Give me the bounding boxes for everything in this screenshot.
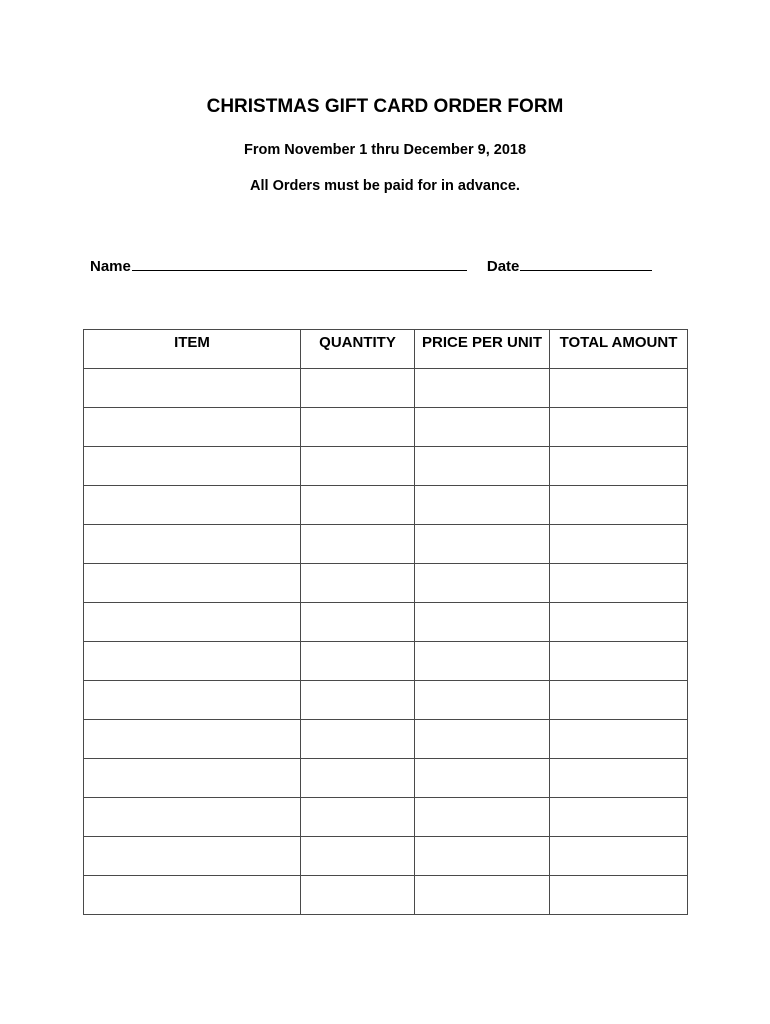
item-cell[interactable] [84, 642, 301, 681]
name-field[interactable] [132, 256, 467, 271]
item-cell[interactable] [84, 603, 301, 642]
price-per-unit-cell[interactable] [415, 525, 550, 564]
quantity-cell[interactable] [301, 408, 415, 447]
form-title: CHRISTMAS GIFT CARD ORDER FORM [206, 96, 564, 117]
price-per-unit-cell[interactable] [415, 447, 550, 486]
quantity-cell[interactable] [301, 876, 415, 915]
item-cell[interactable] [84, 486, 301, 525]
total-amount-cell[interactable] [550, 525, 688, 564]
table-row [84, 720, 688, 759]
price-per-unit-cell[interactable] [415, 408, 550, 447]
table-row [84, 642, 688, 681]
date-field[interactable] [520, 256, 652, 271]
quantity-cell[interactable] [301, 564, 415, 603]
total-amount-cell[interactable] [550, 798, 688, 837]
total-amount-cell[interactable] [550, 720, 688, 759]
table-row [84, 798, 688, 837]
order-table-body [84, 369, 688, 915]
order-table [83, 329, 688, 915]
name-date-row [90, 256, 652, 275]
item-cell[interactable] [84, 681, 301, 720]
total-amount-cell[interactable] [550, 642, 688, 681]
item-cell[interactable] [84, 447, 301, 486]
header-quantity: QUANTITY [301, 330, 415, 369]
table-row [84, 681, 688, 720]
header-price-per-unit: PRICE PER UNIT [415, 330, 550, 369]
table-header-row [84, 330, 688, 369]
table-row [84, 837, 688, 876]
quantity-cell[interactable] [301, 369, 415, 408]
table-row [84, 447, 688, 486]
price-per-unit-cell[interactable] [415, 603, 550, 642]
item-cell[interactable] [84, 759, 301, 798]
item-cell[interactable] [84, 525, 301, 564]
table-row [84, 876, 688, 915]
quantity-cell[interactable] [301, 642, 415, 681]
price-per-unit-cell[interactable] [415, 837, 550, 876]
total-amount-cell[interactable] [550, 486, 688, 525]
quantity-cell[interactable] [301, 759, 415, 798]
item-cell[interactable] [84, 564, 301, 603]
item-cell[interactable] [84, 837, 301, 876]
price-per-unit-cell[interactable] [415, 876, 550, 915]
total-amount-cell[interactable] [550, 564, 688, 603]
name-label: Name [90, 258, 131, 275]
quantity-cell[interactable] [301, 837, 415, 876]
quantity-cell[interactable] [301, 525, 415, 564]
quantity-cell[interactable] [301, 798, 415, 837]
price-per-unit-cell[interactable] [415, 798, 550, 837]
table-row [84, 525, 688, 564]
table-row [84, 603, 688, 642]
quantity-cell[interactable] [301, 720, 415, 759]
total-amount-cell[interactable] [550, 837, 688, 876]
order-period: From November 1 thru December 9, 2018 [243, 142, 527, 158]
price-per-unit-cell[interactable] [415, 720, 550, 759]
item-cell[interactable] [84, 369, 301, 408]
price-per-unit-cell[interactable] [415, 564, 550, 603]
total-amount-cell[interactable] [550, 447, 688, 486]
item-cell[interactable] [84, 876, 301, 915]
table-row [84, 408, 688, 447]
price-per-unit-cell[interactable] [415, 681, 550, 720]
total-amount-cell[interactable] [550, 681, 688, 720]
table-row [84, 486, 688, 525]
header-item: ITEM [84, 330, 301, 369]
total-amount-cell[interactable] [550, 759, 688, 798]
date-label: Date [486, 258, 520, 275]
quantity-cell[interactable] [301, 681, 415, 720]
item-cell[interactable] [84, 798, 301, 837]
item-cell[interactable] [84, 408, 301, 447]
table-row [84, 564, 688, 603]
price-per-unit-cell[interactable] [415, 642, 550, 681]
total-amount-cell[interactable] [550, 408, 688, 447]
quantity-cell[interactable] [301, 447, 415, 486]
total-amount-cell[interactable] [550, 369, 688, 408]
table-row [84, 369, 688, 408]
quantity-cell[interactable] [301, 603, 415, 642]
total-amount-cell[interactable] [550, 603, 688, 642]
quantity-cell[interactable] [301, 486, 415, 525]
payment-notice: All Orders must be paid for in advance. [250, 178, 520, 194]
item-cell[interactable] [84, 720, 301, 759]
price-per-unit-cell[interactable] [415, 486, 550, 525]
total-amount-cell[interactable] [550, 876, 688, 915]
price-per-unit-cell[interactable] [415, 369, 550, 408]
header-total-amount: TOTAL AMOUNT [550, 330, 688, 369]
table-row [84, 759, 688, 798]
price-per-unit-cell[interactable] [415, 759, 550, 798]
